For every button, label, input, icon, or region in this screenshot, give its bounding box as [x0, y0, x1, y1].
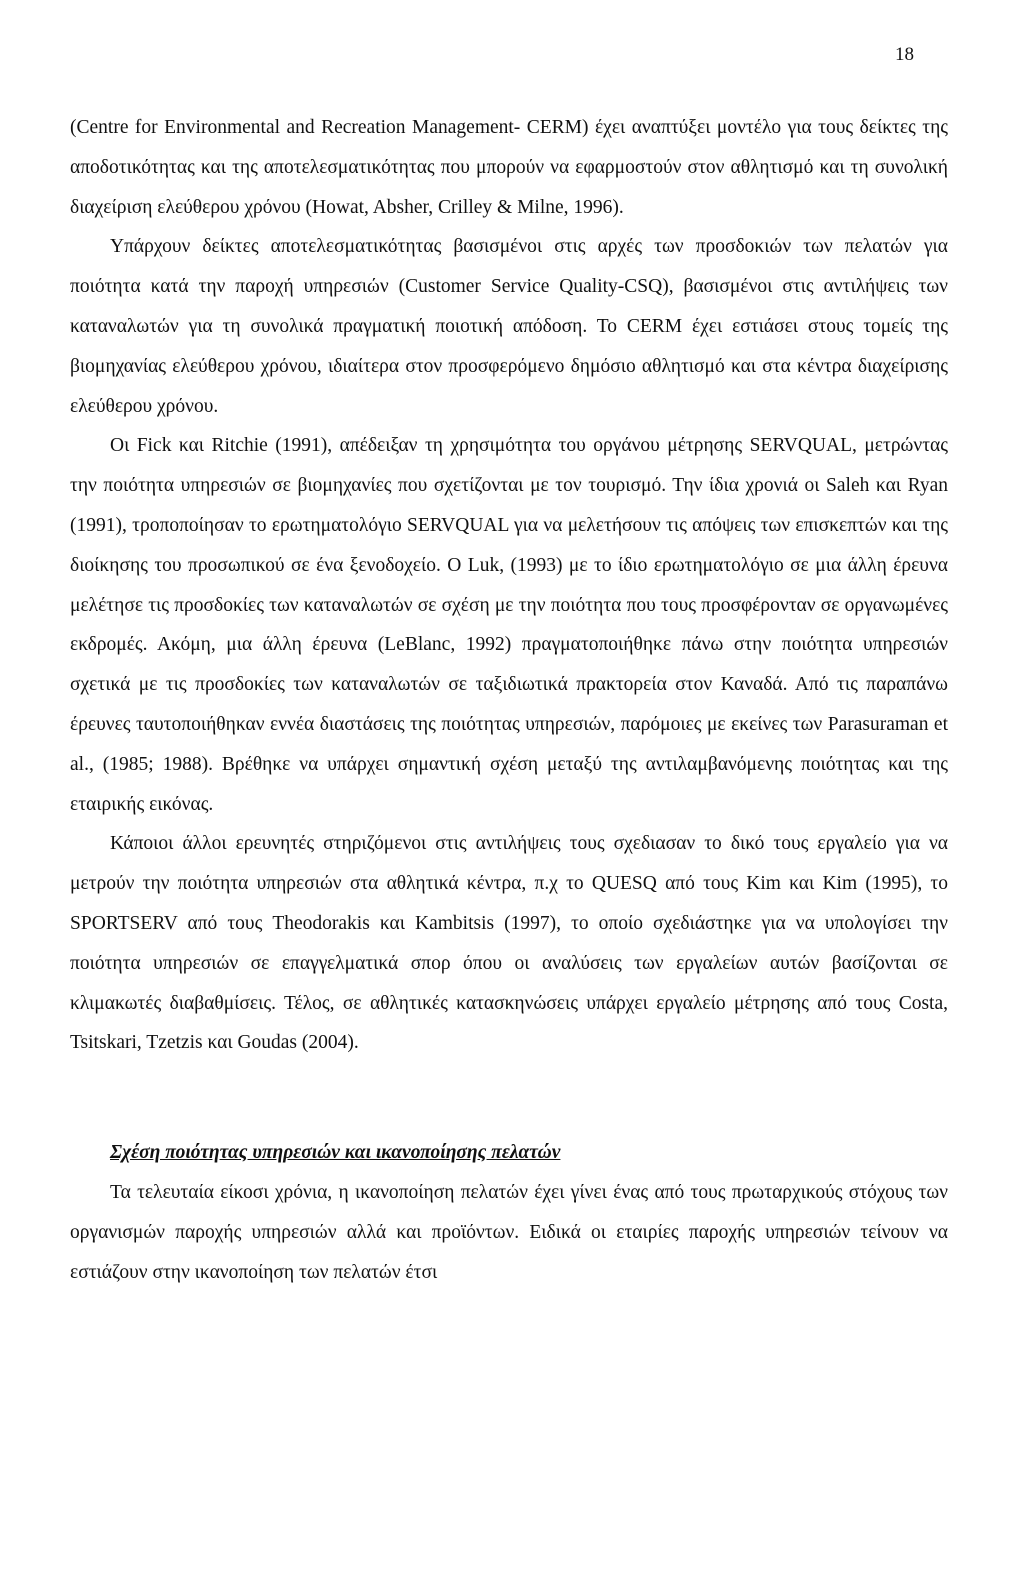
- paragraph-other-instruments: Κάποιοι άλλοι ερευνητές στηριζόμενοι στις αντιλήψεις τους σχεδιασαν το δικό τους εργαλείο για να μετρούν την ποιότητα υπηρεσιών στα αθλητικά κέντρα, π.χ το QUESQ από τους Kim και Kim (1995), το SPORTSERV από τους Theodorakis και Kambitsis (1997), το οποίο σχεδιάστηκε για να υπολογίσει την ποιότητα υπηρεσιών σε επαγγελματικά σπορ όπου οι αναλύσεις των εργαλείων αυτών βασίζονται σε κλιμακωτές διαβαθμίσεις. Τέλος, σε αθλητικές κατασκηνώσεις υπάρχει εργαλείο μέτρησης από τους Costa, Tsitskari, Tzetzis και Goudas (2004).: [70, 833, 948, 1054]
- document-body: [70, 108, 948, 1292]
- paragraph-effectiveness-indicators: Υπάρχουν δείκτες αποτελεσματικότητας βασισμένοι στις αρχές των προσδοκιών των πελατών για ποιότητα κατά την παροχή υπηρεσιών (Customer Service Quality-CSQ), βασισμένοι στις αντιλήψεις των καταναλωτών για τη συνολικά πραγματική ποιοτική απόδοση. Το CERM έχει εστιάσει στους τομείς της βιομηχανίας ελεύθερου χρόνου, ιδιαίτερα στον προσφερόμενο δημόσιο αθλητισμό και στα κέντρα διαχείρισης ελεύθερου χρόνου.: [70, 236, 948, 417]
- paragraph-customer-satisfaction: Τα τελευταία είκοσι χρόνια, η ικανοποίηση πελατών έχει γίνει ένας από τους πρωταρχικούς στόχους των οργανισμών παροχής υπηρεσιών αλλά και προϊόντων. Ειδικά οι εταιρίες παροχής υπηρεσιών τείνουν να εστιάζουν στην ικανοποίηση των πελατών έτσι: [70, 1181, 948, 1283]
- paragraph-cerm-continuation: (Centre for Environmental and Recreation Management- CERM) έχει αναπτύξει μοντέλο για τους δείκτες της αποδοτικότητας και της αποτελεσματικότητας που μπορούν να εφαρμοστούν στον αθλητισμό και τη συνολική διαχείριση ελεύθερου χρόνου (Howat, Absher, Crilley & Milne, 1996).: [70, 117, 948, 218]
- section-heading: Σχέση ποιότητας υπηρεσιών και ικανοποίησης πελατών: [110, 1142, 561, 1164]
- page-number: 18: [895, 44, 914, 65]
- paragraph-servqual-studies: Οι Fick και Ritchie (1991), απέδειξαν τη χρησιμότητα του οργάνου μέτρησης SERVQUAL, μετρώντας την ποιότητα υπηρεσιών σε βιομηχανίες που σχετίζονται με τον τουρισμό. Την ίδια χρονιά οι Saleh και Ryan (1991), τροποποίησαν το ερωτηματολόγιο SERVQUAL για να μελετήσουν τις απόψεις των επισκεπτών και της διοίκησης του προσωπικού σε ένα ξενοδοχείο. Ο Luk, (1993) με το ίδιο ερωτηματολόγιο σε μια άλλη έρευνα μελέτησε τις προσδοκίες των καταναλωτών σε σχέση με την ποιότητα που τους προσφέρονταν σε οργανωμένες εκδρομές. Ακόμη, μια άλλη έρευνα (LeBlanc, 1992) πραγματοποιήθηκε πάνω στην ποιότητα υπηρεσιών σχετικά με τις προσδοκίες των καταναλωτών σε ταξιδιωτικά πρακτορεία στον Καναδά. Από τις παραπάνω έρευνες ταυτοποιήθηκαν εννέα διαστάσεις της ποιότητας υπηρεσιών, παρόμοιες με εκείνες των Parasuraman et al., (1985; 1988). Βρέθηκε να υπάρχει σημαντική σχέση μεταξύ της αντιλαμβανόμενης ποιότητας και της εταιρικής εικόνας.: [70, 435, 948, 815]
